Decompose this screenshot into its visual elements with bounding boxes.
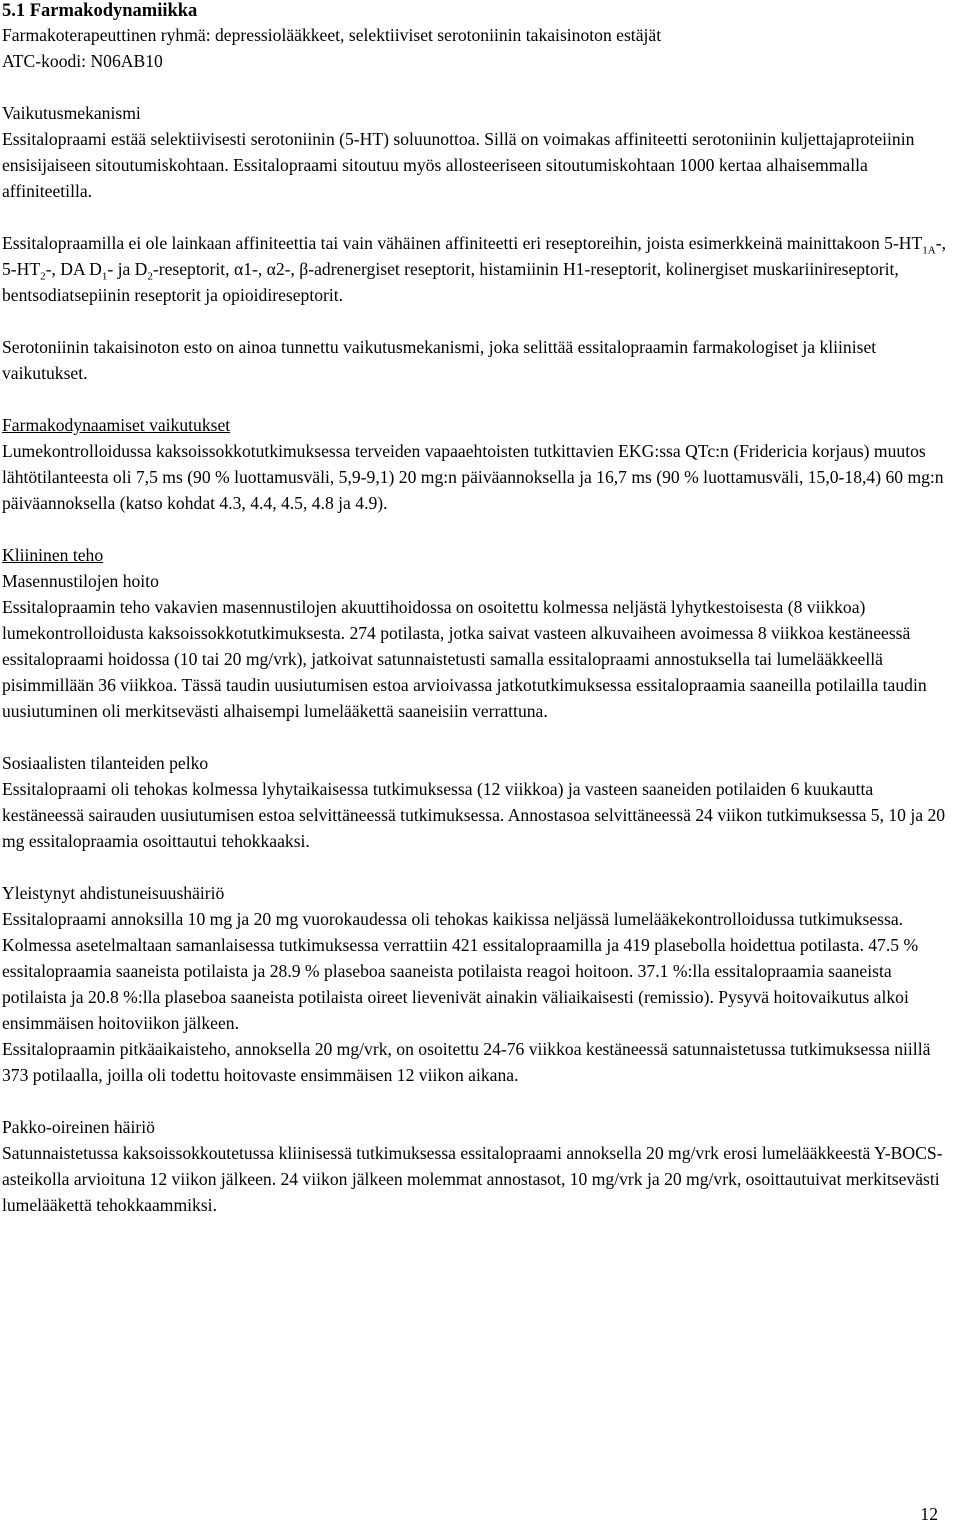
spacer (2, 854, 950, 880)
gad-paragraph-1: Essitalopraami annoksilla 10 mg ja 20 mg vuorokaudessa oli tehokas kaikissa neljässä lumelääkekontrolloidussa tutkimuksessa. (2, 909, 904, 929)
social-anxiety-paragraph: Essitalopraami oli tehokas kolmessa lyhytaikaisessa tutkimuksessa (12 viikkoa) ja vasteen saaneiden potilaiden 6 kuukautta kestäneessä sairauden uusiutumisen estoa selvittäneessä tutkimuksessa. Annostasoa selvittäneessä 24 viikon tutkimuksessa 5, 10 ja 20 mg essitalopraamia osoittautui tehokkaaksi. (2, 779, 946, 851)
subscript-d1: 1 (101, 270, 108, 283)
receptor-text-c: -, DA D (45, 259, 102, 279)
pd-effects-paragraph: Lumekontrolloidussa kaksoissokkotutkimuksessa terveiden vapaaehtoisten tutkittavien EKG:ssa QTc:n (Fridericia korjaus) muutos lähtötilanteesta oli 7,5 ms (90 % luottamusväli, 5,9-9,1) 20 mg:n päiväannoksella ja 16,7 ms (90 % luottamusväli, 15,0-18,4) 60 mg:n päiväannoksella (katso kohdat 4.3, 4.4, 4.5, 4.8 ja 4.9). (2, 441, 944, 513)
receptor-text-b: -, 5-HT (2, 233, 946, 279)
ocd-heading: Pakko-oireinen häiriö (2, 1117, 155, 1137)
section-title: 5.1 Farmakodynamiikka (2, 1, 198, 21)
mechanism-paragraph-2 (2, 230, 950, 308)
gad-heading: Yleistynyt ahdistuneisuushäiriö (2, 883, 225, 903)
spacer (2, 1088, 950, 1114)
gad-paragraph-2: Kolmessa asetelmaltaan samanlaisessa tutkimuksessa verrattiin 421 essitalopraamilla ja 419 plasebolla hoidettua potilasta. 47.5 % essitalopraamia saaneista potilaista ja 28.9 % plaseboa saaneista potilaista reagoi hoitoon. 37.1 %:lla essitalopraamia saaneista potilaista ja 20.8 %:lla plaseboa saaneista potilaista oireet lievenivät ainakin väliaikaisesti (remissio). Pysyvä hoitovaikutus alkoi ensimmäisen hoitoviikon jälkeen. (2, 935, 919, 1033)
depression-heading: Masennustilojen hoito (2, 571, 159, 591)
receptor-text-d: - ja D (107, 259, 148, 279)
spacer (2, 74, 950, 100)
spacer (2, 724, 950, 750)
pharmacotherapeutic-group: Farmakoterapeuttinen ryhmä: depressiolääkkeet, selektiiviset serotoniinin takaisinoton estäjät (2, 25, 662, 45)
receptor-text-e: -reseptorit, α1-, α2-, β-adrenergiset reseptorit, histamiinin H1-reseptorit, kolinergiset muskariinireseptorit, bentsodiatsepiinin reseptorit ja opioidireseptorit. (2, 259, 899, 305)
subscript-2: 2 (40, 270, 46, 283)
spacer (2, 204, 950, 230)
spacer (2, 386, 950, 412)
mechanism-heading: Vaikutusmekanismi (2, 103, 141, 123)
spacer (2, 308, 950, 334)
gad-paragraph-3: Essitalopraamin pitkäaikaisteho, annoksella 20 mg/vrk, on osoitettu 24-76 viikkoa kestäneessä satunnaistetussa tutkimuksessa niillä 373 potilaalla, joilla oli todettu hoitovaste ensimmäisen 12 viikon aikana. (2, 1039, 931, 1085)
spacer (2, 516, 950, 542)
document-page (2, 0, 950, 1218)
subscript-d2: 2 (147, 270, 153, 283)
clinical-efficacy-heading: Kliininen teho (2, 545, 104, 565)
page-number: 12 (920, 1504, 938, 1524)
depression-paragraph: Essitalopraamin teho vakavien masennustilojen akuuttihoidossa on osoitettu kolmessa neljästä lyhytkestoisesta (8 viikkoa) lumekontrolloidusta kaksoissokkotutkimuksesta. 274 potilasta, jotka saivat vasteen alkuvaiheen avoimessa 8 viikkoa kestäneessä essitalopraami hoidossa (10 tai 20 mg/vrk), jatkoivat satunnaistetusti samalla essitalopraami annostuksella tai lumelääkkeellä pisimmillään 36 viikkoa. Tässä taudin uusiutumisen estoa arvioivassa jatkotutkimuksessa essitalopraamia saaneilla potilailla taudin uusiutuminen oli merkitsevästi alhaisempi lumelääkettä saaneisiin verrattuna. (2, 597, 927, 721)
subscript-1a: 1A (922, 244, 936, 257)
receptor-text-a: Essitalopraamilla ei ole lainkaan affiniteettia tai vain vähäinen affiniteetti eri reseptoreihin, joista esimerkkeinä mainittakoon 5-HT (2, 233, 923, 253)
pd-effects-heading: Farmakodynaamiset vaikutukset (2, 415, 231, 435)
social-anxiety-heading: Sosiaalisten tilanteiden pelko (2, 753, 209, 773)
mechanism-paragraph-1: Essitalopraami estää selektiivisesti serotoniinin (5-HT) soluunottoa. Sillä on voimakas affiniteetti serotoniinin kuljettajaproteiinin ensisijaiseen sitoutumiskohtaan. Essitalopraami sitoutuu myös allosteeriseen sitoutumiskohtaan 1000 kertaa alhaisemmalla affiniteetilla. (2, 129, 915, 201)
atc-code: ATC-koodi: N06AB10 (2, 51, 163, 71)
mechanism-paragraph-3: Serotoniinin takaisinoton esto on ainoa tunnettu vaikutusmekanismi, joka selittää essitalopraamin farmakologiset ja kliiniset vaikutukset. (2, 337, 877, 383)
ocd-paragraph: Satunnaistetussa kaksoissokkoutetussa kliinisessä tutkimuksessa essitalopraami annoksella 20 mg/vrk erosi lumelääkkeestä Y-BOCS-asteikolla arvioituna 12 viikon jälkeen. 24 viikon jälkeen molemmat annostasot, 10 mg/vrk ja 20 mg/vrk, osoittautuivat merkitsevästi lumelääkettä tehokkaammiksi. (2, 1143, 943, 1215)
